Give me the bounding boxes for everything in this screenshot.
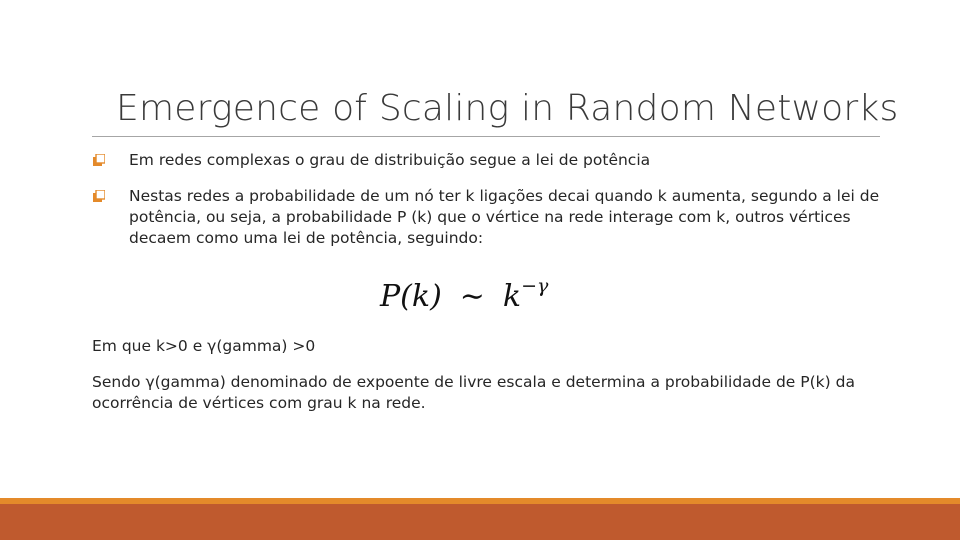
- formula-relation: ∼: [459, 279, 485, 314]
- bullet-text: Em redes complexas o grau de distribuição segue a lei de potência: [129, 151, 651, 169]
- condition-paragraph: Em que k>0 e γ(gamma) >0: [92, 337, 316, 355]
- formula-lhs: P(k): [380, 279, 442, 314]
- slide-title: Emergence of Scaling in Random Networks: [116, 88, 899, 129]
- formula-base: k: [502, 279, 522, 314]
- checkbox-bullet-icon: [93, 190, 105, 202]
- footer-bar: [0, 504, 960, 540]
- bullet-text: Nestas redes a probabilidade de um nó ter k ligações decai quando k aumenta, segundo a lei de potência, ou seja, a probabilidade P (k) que o vértice na rede interage com k, outros vértices decaem como uma lei de potência, seguindo:: [129, 187, 880, 247]
- bullet-item: [92, 186, 882, 249]
- formula-exponent: −γ: [521, 275, 549, 297]
- power-law-formula: [380, 275, 549, 314]
- gamma-description-paragraph: Sendo γ(gamma) denominado de expoente de livre escala e determina a probabilidade de P(k) da ocorrência de vértices com grau k na rede.: [92, 373, 855, 412]
- bullet-item: [92, 150, 882, 171]
- bullet-list: [92, 150, 882, 249]
- title-divider: [92, 136, 880, 137]
- checkbox-bullet-icon: [93, 154, 105, 166]
